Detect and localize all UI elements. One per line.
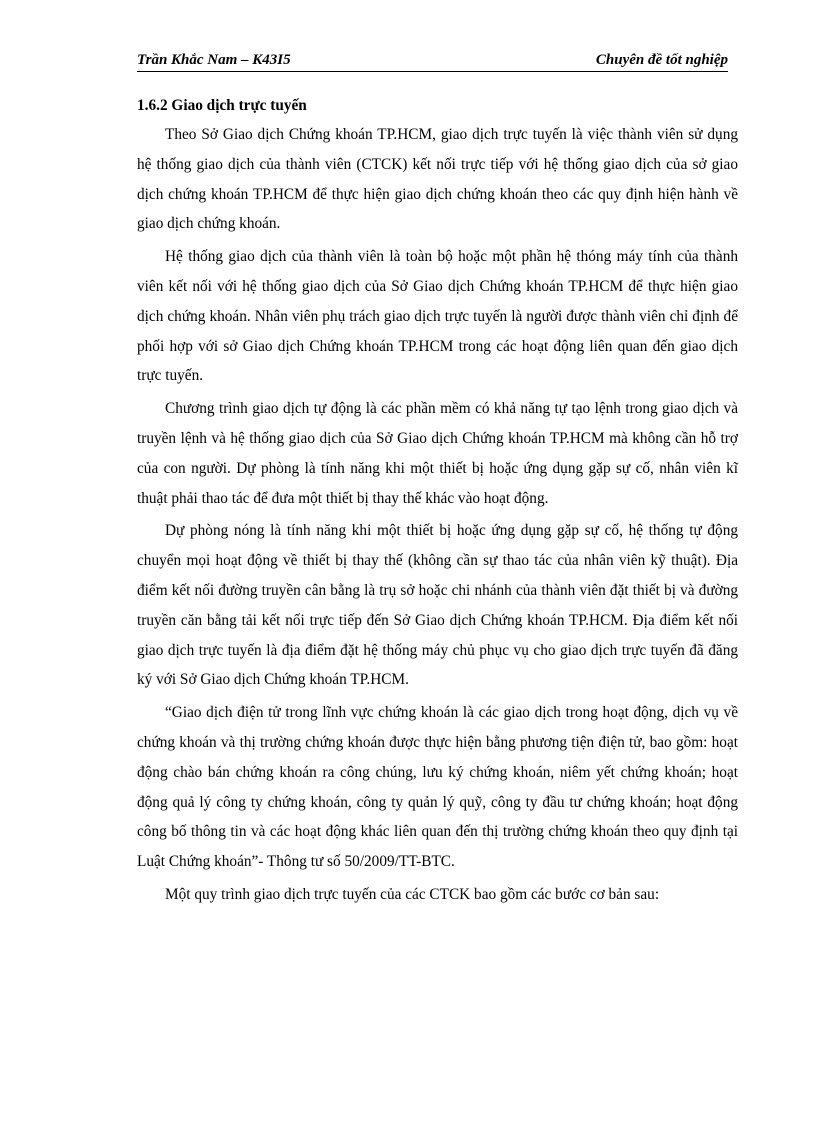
section-heading: 1.6.2 Giao dịch trực tuyến — [137, 97, 307, 114]
paragraph-hot-standby: Dự phòng nóng là tính năng khi một thiết bị hoặc ứng dụng gặp sự cố, hệ thống tự động chuyển mọi hoạt động về thiết bị thay thế (không cần sự thao tác của nhân viên kỹ thuật). Địa điểm kết nối đường truyền cân bằng là trụ sở hoặc chi nhánh của thành viên đặt thiết bị và đường truyền căn bằng tải kết nối trực tiếp đến Sở Giao dịch Chứng khoán TP.HCM. Địa điểm kết nối giao dịch trực tuyến là địa điểm đặt hệ thống máy chủ phục vụ cho giao dịch trực tuyến đã đăng ký với Sở Giao dịch Chứng khoán TP.HCM. — [137, 522, 738, 689]
header-author: Trần Khắc Nam – K43I5 — [137, 52, 291, 68]
document-body — [137, 92, 738, 913]
page-header — [137, 47, 728, 72]
header-title: Chuyên đề tốt nghiệp — [595, 52, 728, 68]
paragraph-automated-trading: Chương trình giao dịch tự động là các phần mềm có khả năng tự tạo lệnh trong giao dịch và truyền lệnh và hệ thống giao dịch của Sở Giao dịch Chứng khoán TP.HCM mà không cần hỗ trợ của con người. Dự phòng là tính năng khi một thiết bị hoặc ứng dụng gặp sự cố, nhân viên kĩ thuật phải thao tác để đưa một thiết bị thay thế khác vào hoạt động. — [137, 400, 738, 507]
paragraph-member-trading-system: Hệ thống giao dịch của thành viên là toàn bộ hoặc một phần hệ thóng máy tính của thành viên kết nối với hệ thống giao dịch của Sở Giao dịch Chứng khoán TP.HCM để thực hiện giao dịch chứng khoán. Nhân viên phụ trách giao dịch trực tuyến là người được thành viên chỉ định để phối hợp với sở Giao dịch Chứng khoán TP.HCM trong các hoạt động liên quan đến giao dịch trực tuyến. — [137, 248, 738, 385]
paragraph-online-trading-definition: Theo Sở Giao dịch Chứng khoán TP.HCM, giao dịch trực tuyến là việc thành viên sử dụng hệ thống giao dịch của thành viên (CTCK) kết nối trực tiếp với hệ thống giao dịch của sở giao dịch chứng khoán TP.HCM để thực hiện giao dịch chứng khoán theo các quy định hiện hành về giao dịch chứng khoán. — [137, 126, 738, 233]
paragraph-electronic-transactions: “Giao dịch điện tử trong lĩnh vực chứng khoán là các giao dịch trong hoạt động, dịch vụ về chứng khoán và thị trường chứng khoán được thực hiện bằng phương tiện điện tử, bao gồm: hoạt động chào bán chứng khoán ra công chúng, lưu ký chứng khoán, niêm yết chứng khoán; hoạt động quả lý công ty chứng khoán, công ty quản lý quỹ, công ty đầu tư chứng khoán; hoạt động công bố thông tin và các hoạt động khác liên quan đến thị trường chứng khoán theo quy định tại Luật Chứng khoán”- Thông tư số 50/2009/TT-BTC. — [137, 704, 738, 871]
paragraph-process-intro: Một quy trình giao dịch trực tuyến của các CTCK bao gồm các bước cơ bản sau: — [165, 885, 660, 903]
